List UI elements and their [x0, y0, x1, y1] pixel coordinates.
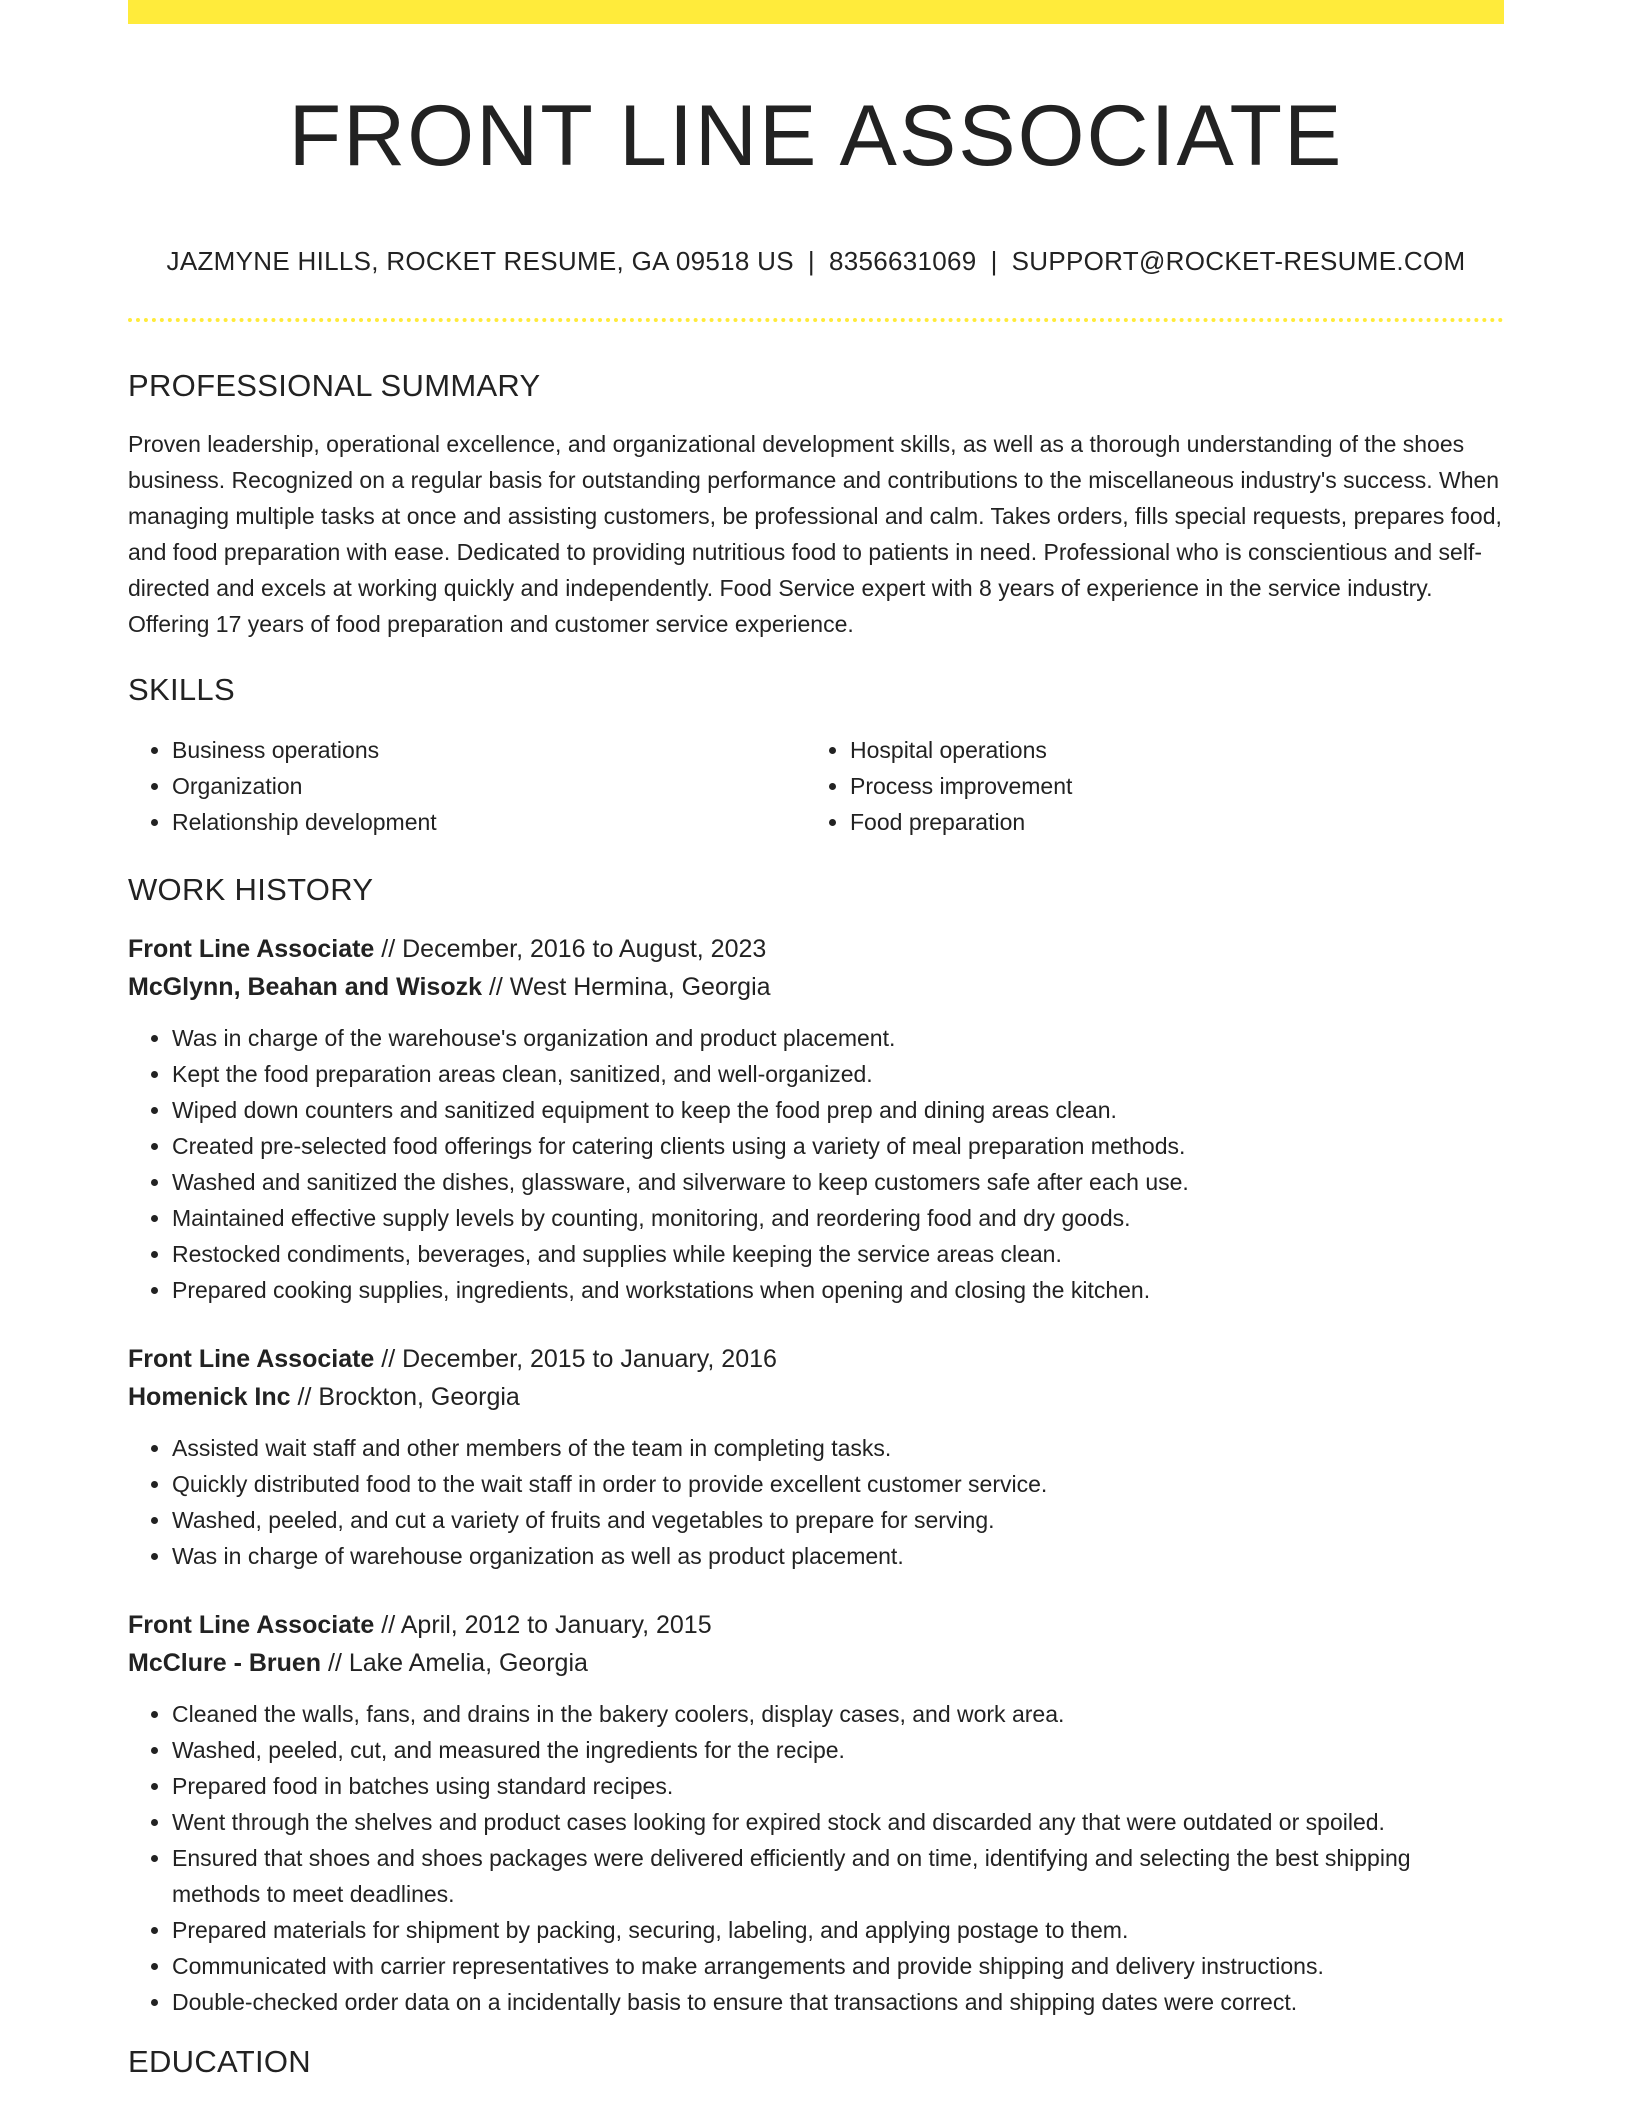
contact-email[interactable]: SUPPORT@ROCKET-RESUME.COM — [1011, 246, 1466, 276]
job-bullet: • Washed, peeled, cut, and measured the ingredients for the recipe. — [172, 1732, 1504, 1768]
job-bullet: • Washed and sanitized the dishes, glassware, and silverware to keep customers safe after each use. — [172, 1164, 1504, 1200]
job-bullet: • Went through the shelves and product cases looking for expired stock and discarded any that were outdated or spoiled. — [172, 1804, 1504, 1840]
skill-item: • Organization — [172, 768, 806, 804]
education-heading: EDUCATION — [128, 2044, 311, 2079]
contact-line — [128, 244, 1504, 278]
job-role: Front Line Associate — [128, 935, 375, 963]
job-bullet: • Restocked condiments, beverages, and supplies while keeping the service areas clean. — [172, 1236, 1504, 1272]
job-bullet: • Prepared materials for shipment by packing, securing, labeling, and applying postage to them. — [172, 1912, 1504, 1948]
job-bullet: • Assisted wait staff and other members of the team in completing tasks. — [172, 1430, 1504, 1466]
job-bullet: • Maintained effective supply levels by counting, monitoring, and reordering food and dry goods. — [172, 1200, 1504, 1236]
work-history-heading: WORK HISTORY — [128, 872, 374, 907]
job-bullet: • Ensured that shoes and shoes packages were delivered efficiently and on time, identifying and selecting the best shipping methods to meet deadlines. — [172, 1840, 1504, 1912]
resume-title: FRONT LINE ASSOCIATE — [288, 88, 1344, 184]
job-bullets — [128, 1430, 1504, 1574]
job-company-line — [128, 1644, 1504, 1682]
skill-item: • Food preparation — [850, 804, 1484, 840]
job-bullet: • Was in charge of the warehouse's organization and product placement. — [172, 1020, 1504, 1056]
job-bullet: • Prepared cooking supplies, ingredients, and workstations when opening and closing the kitchen. — [172, 1272, 1504, 1308]
accent-top-bar — [128, 0, 1504, 24]
job-dates: // December, 2015 to January, 2016 — [374, 1345, 777, 1373]
skill-item: • Hospital operations — [850, 732, 1484, 768]
job-bullet: • Was in charge of warehouse organization as well as product placement. — [172, 1538, 1504, 1574]
job-bullet: • Kept the food preparation areas clean, sanitized, and well-organized. — [172, 1056, 1504, 1092]
summary-text: Proven leadership, operational excellence, and organizational development skills, as well as a thorough understanding of the shoes business. Recognized on a regular basis for outstanding performance and contributions to the miscellaneous industry's success. When managing multiple tasks at once and assisting customers, be professional and calm. Takes orders, fills special requests, prepares food, and food preparation with ease. Dedicated to providing nutritious food to patients in need. Professional who is conscientious and self-directed and excels at working quickly and independently. Food Service expert with 8 years of experience in the service industry. Offering 17 years of food preparation and customer service experience. — [128, 431, 1502, 637]
job-role-line — [128, 930, 1504, 968]
job-company: Homenick Inc — [128, 1383, 291, 1411]
job-location: // Lake Amelia, Georgia — [321, 1649, 588, 1677]
contact-phone[interactable]: 8356631069 — [828, 246, 977, 276]
skills-heading: SKILLS — [128, 672, 235, 707]
job-company-line — [128, 1378, 1504, 1416]
job-role: Front Line Associate — [128, 1345, 375, 1373]
job-entry — [128, 1606, 1504, 2020]
job-role: Front Line Associate — [128, 1611, 375, 1639]
contact-separator: | — [807, 246, 815, 276]
job-bullet: • Prepared food in batches using standard recipes. — [172, 1768, 1504, 1804]
job-entry — [128, 930, 1504, 1308]
skills-column-right — [806, 732, 1484, 840]
job-company: McClure - Bruen — [128, 1649, 322, 1677]
job-company-line — [128, 968, 1504, 1006]
skill-item: • Process improvement — [850, 768, 1484, 804]
job-dates: // December, 2016 to August, 2023 — [374, 935, 767, 963]
skills-list — [128, 732, 1504, 840]
job-bullet: • Cleaned the walls, fans, and drains in the bakery coolers, display cases, and work area. — [172, 1696, 1504, 1732]
job-role-line — [128, 1340, 1504, 1378]
job-role-line — [128, 1606, 1504, 1644]
job-bullet: • Washed, peeled, and cut a variety of fruits and vegetables to prepare for serving. — [172, 1502, 1504, 1538]
job-company: McGlynn, Beahan and Wisozk — [128, 973, 483, 1001]
contact-separator: | — [990, 246, 998, 276]
contact-address: JAZMYNE HILLS, ROCKET RESUME, GA 09518 US — [166, 246, 794, 276]
job-dates: // April, 2012 to January, 2015 — [374, 1611, 712, 1639]
resume-page — [128, 0, 1504, 2082]
skill-item: • Business operations — [172, 732, 806, 768]
job-location: // West Hermina, Georgia — [482, 973, 771, 1001]
job-location: // Brockton, Georgia — [290, 1383, 520, 1411]
skill-item: • Relationship development — [172, 804, 806, 840]
dotted-divider — [128, 318, 1504, 322]
job-bullet: • Wiped down counters and sanitized equipment to keep the food prep and dining areas clean. — [172, 1092, 1504, 1128]
summary-heading: PROFESSIONAL SUMMARY — [128, 368, 541, 403]
job-bullet: • Created pre-selected food offerings for catering clients using a variety of meal preparation methods. — [172, 1128, 1504, 1164]
skills-column-left — [128, 732, 806, 840]
job-bullet: • Quickly distributed food to the wait staff in order to provide excellent customer service. — [172, 1466, 1504, 1502]
job-bullets — [128, 1696, 1504, 2020]
job-bullets — [128, 1020, 1504, 1308]
job-entry — [128, 1340, 1504, 1574]
job-bullet: • Communicated with carrier representatives to make arrangements and provide shipping and delivery instructions. — [172, 1948, 1504, 1984]
job-bullet: • Double-checked order data on a incidentally basis to ensure that transactions and shipping dates were correct. — [172, 1984, 1504, 2020]
